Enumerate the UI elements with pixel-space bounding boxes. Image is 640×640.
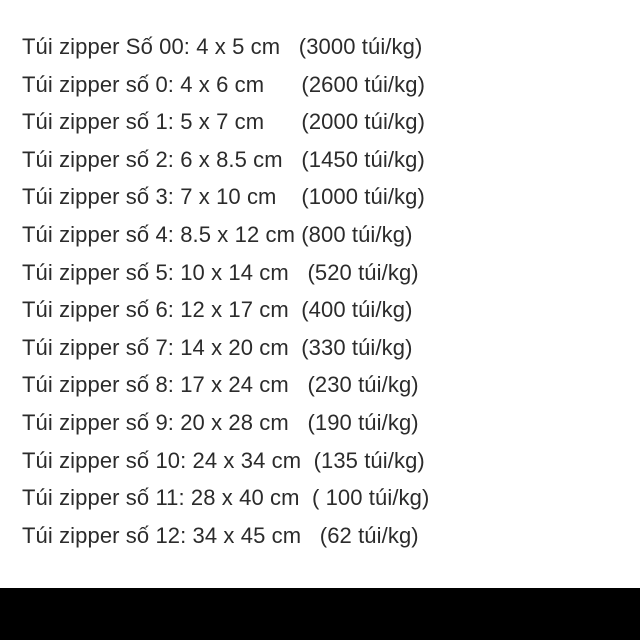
size-line-6: Túi zipper số 6: 12 x 17 cm (400 túi/kg) <box>22 297 413 323</box>
size-line-11: Túi zipper số 11: 28 x 40 cm ( 100 túi/kg) <box>22 485 430 511</box>
size-line-10: Túi zipper số 10: 24 x 34 cm (135 túi/kg) <box>22 447 425 473</box>
size-line-2: Túi zipper số 2: 6 x 8.5 cm (1450 túi/kg) <box>22 146 425 172</box>
size-line-8: Túi zipper số 8: 17 x 24 cm (230 túi/kg) <box>22 372 419 398</box>
zipper-size-list <box>22 28 429 554</box>
size-line-3: Túi zipper số 3: 7 x 10 cm (1000 túi/kg) <box>22 184 425 210</box>
size-line-5: Túi zipper số 5: 10 x 14 cm (520 túi/kg) <box>22 259 419 285</box>
size-line-0: Túi zipper số 0: 4 x 6 cm (2600 túi/kg) <box>22 71 426 97</box>
size-line-00: Túi zipper Số 00: 4 x 5 cm (3000 túi/kg) <box>22 34 423 59</box>
bottom-black-bar <box>0 588 640 640</box>
size-line-7: Túi zipper số 7: 14 x 20 cm (330 túi/kg) <box>22 334 413 360</box>
size-line-4: Túi zipper số 4: 8.5 x 12 cm (800 túi/kg) <box>22 221 413 247</box>
size-line-9: Túi zipper số 9: 20 x 28 cm (190 túi/kg) <box>22 409 419 435</box>
size-line-12: Túi zipper số 12: 34 x 45 cm (62 túi/kg) <box>22 522 419 548</box>
size-line-1: Túi zipper số 1: 5 x 7 cm (2000 túi/kg) <box>22 109 426 135</box>
